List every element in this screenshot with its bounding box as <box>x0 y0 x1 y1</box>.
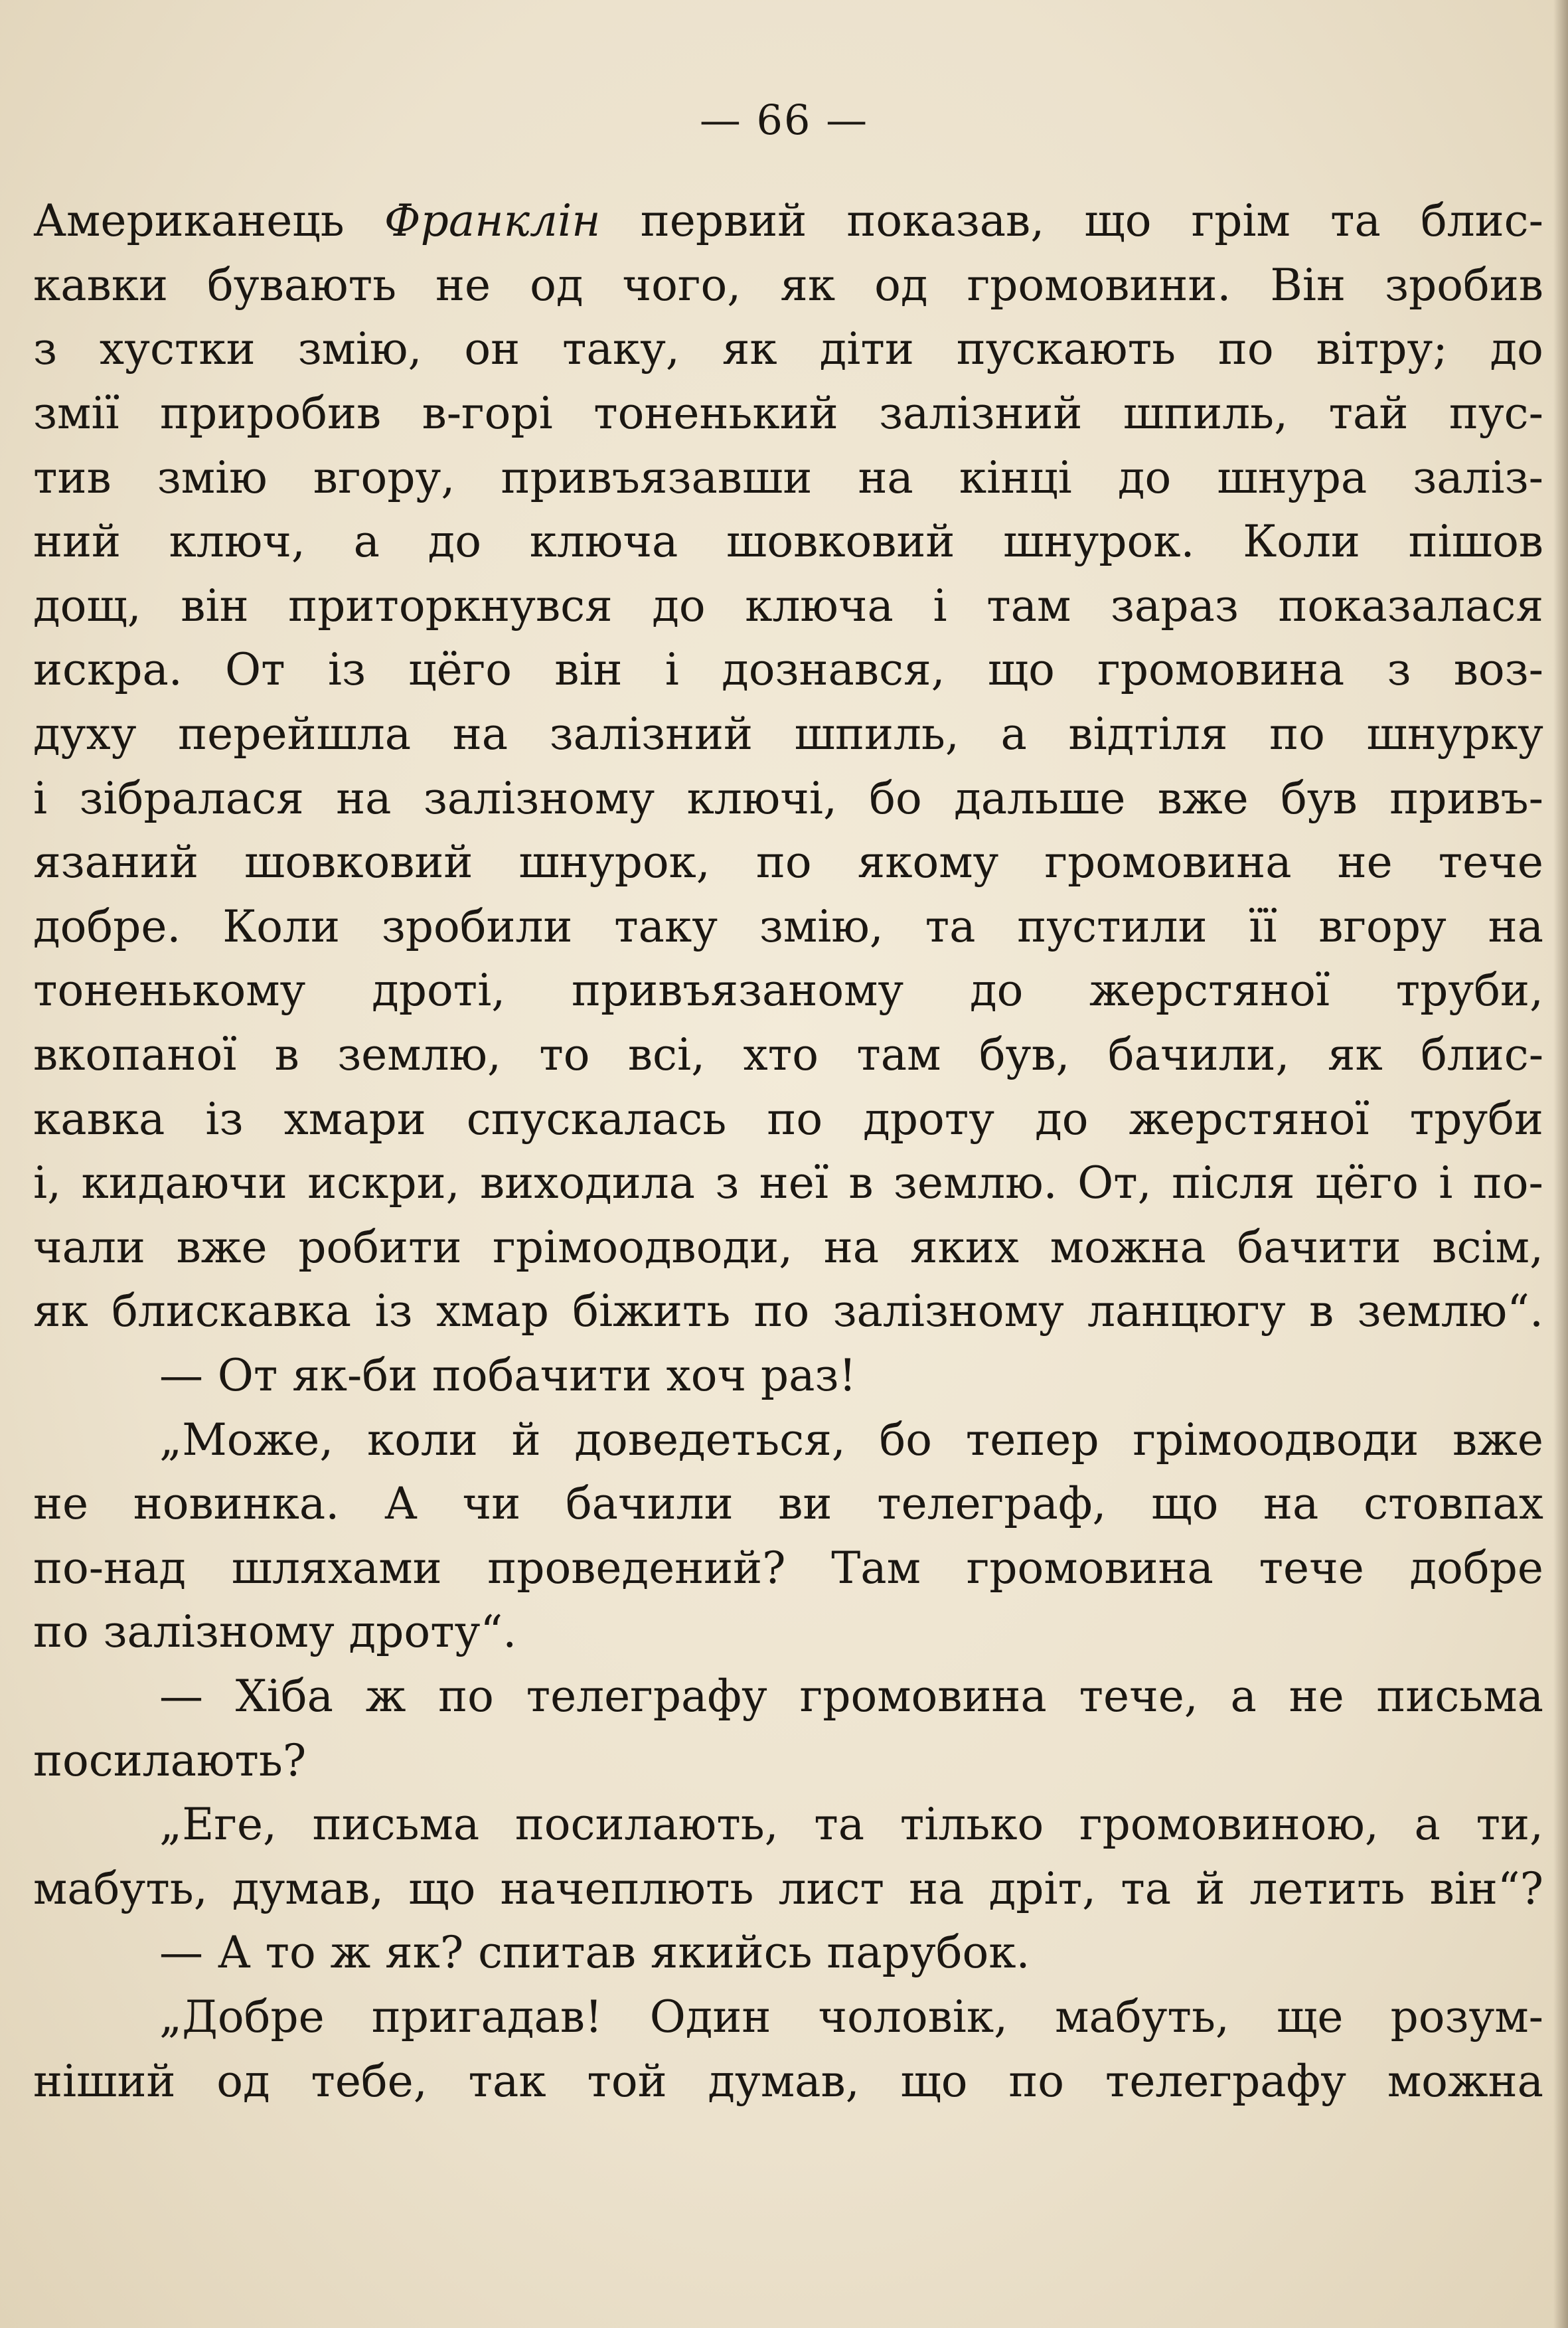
word: А <box>217 1927 251 1979</box>
word: на <box>1263 1478 1319 1530</box>
word: землю“. <box>1357 1286 1543 1337</box>
word: всі, <box>627 1029 706 1081</box>
word: доведеться, <box>574 1414 846 1465</box>
word: привъязавши <box>501 452 813 503</box>
word: таку, <box>562 323 680 375</box>
word: вкопаної <box>33 1029 237 1081</box>
word: чали <box>33 1221 145 1273</box>
word: ланцюгу <box>1087 1286 1286 1337</box>
word: дріт, <box>988 1863 1097 1914</box>
word: на <box>336 772 392 824</box>
word: искри, <box>307 1157 460 1209</box>
word: „Може, <box>159 1414 334 1465</box>
word: од <box>530 259 584 311</box>
word: та <box>1121 1863 1172 1914</box>
word: там <box>986 580 1071 631</box>
word: громовини. <box>967 259 1231 311</box>
word: ключа <box>745 580 894 631</box>
word: тече <box>1438 837 1543 888</box>
word: ніший <box>33 2055 176 2107</box>
word: шовковий <box>726 516 955 568</box>
word: там <box>856 1029 941 1081</box>
word: громовина <box>799 1670 1047 1722</box>
word: шнурок. <box>1003 516 1195 568</box>
word: хмар <box>435 1286 549 1337</box>
word: з <box>715 1157 740 1209</box>
word: землю. <box>893 1157 1058 1209</box>
word: в <box>1309 1286 1334 1337</box>
word: не <box>435 259 491 311</box>
word: як <box>722 323 777 375</box>
word: по <box>1217 323 1274 375</box>
word: громовиною, <box>1079 1799 1379 1851</box>
word: Коли <box>1243 516 1360 568</box>
text-line <box>33 189 1543 254</box>
word: ний <box>33 516 121 568</box>
word: Хіба <box>235 1670 333 1722</box>
text-line <box>33 1536 1543 1600</box>
word: ви <box>778 1478 832 1530</box>
text-line <box>33 895 1543 959</box>
word: по <box>767 1093 823 1145</box>
text-line <box>33 254 1543 318</box>
word: заліз- <box>1413 452 1543 503</box>
word: От <box>217 1349 278 1401</box>
word: стовпах <box>1364 1478 1543 1530</box>
word: що <box>987 644 1055 696</box>
word: й <box>1196 1863 1225 1914</box>
text-line <box>33 1408 1543 1472</box>
word: шпиль, <box>794 708 959 760</box>
word: От, <box>1077 1157 1152 1209</box>
word: та <box>1330 195 1381 247</box>
word: по <box>1008 2055 1065 2107</box>
word: не <box>33 1478 89 1530</box>
word: зробив <box>1385 259 1543 311</box>
word: відтіля <box>1068 708 1228 760</box>
text-line <box>33 317 1543 382</box>
word: спускалась <box>466 1093 727 1145</box>
word: пус- <box>1449 388 1543 440</box>
word: мабуть, <box>1055 1991 1229 2042</box>
word: коли <box>367 1414 478 1465</box>
word: жерстяної <box>1129 1093 1370 1145</box>
word: од <box>874 259 928 311</box>
word: тепер <box>965 1414 1099 1465</box>
text-line <box>33 1472 1543 1537</box>
word: тілько <box>900 1799 1044 1851</box>
word: по <box>755 837 812 888</box>
word: був, <box>979 1029 1070 1081</box>
word: до <box>652 580 706 631</box>
word: на <box>1488 900 1543 952</box>
word: той <box>587 2055 667 2107</box>
word: ключа <box>529 516 678 568</box>
word: кавка <box>33 1093 165 1145</box>
word: шнурку <box>1366 708 1543 760</box>
word: хоч <box>666 1349 747 1401</box>
word: а <box>1000 708 1027 760</box>
word: новинка. <box>133 1478 340 1530</box>
text-line <box>33 2049 1543 2114</box>
text-line <box>33 703 1543 767</box>
word: язаний <box>33 837 198 888</box>
word: парубок. <box>826 1927 1030 1979</box>
word: її <box>1249 900 1277 952</box>
word: як-би <box>292 1349 418 1401</box>
word: із <box>205 1093 244 1145</box>
word: воз- <box>1453 644 1543 696</box>
word: до <box>1490 323 1543 375</box>
word: духу <box>33 708 137 760</box>
word: вже <box>1157 772 1249 824</box>
word: по <box>1269 708 1325 760</box>
word: цёго <box>1315 1157 1419 1209</box>
word: неї <box>759 1157 828 1209</box>
word: — <box>159 1670 203 1722</box>
word: труби <box>1409 1093 1543 1145</box>
word: пішов <box>1408 516 1543 568</box>
page-edge-shadow <box>1553 0 1568 2328</box>
word: чоловік, <box>818 1991 1008 2042</box>
word: по- <box>1472 1157 1543 1209</box>
page-number: — 66 — <box>699 96 869 144</box>
word: з <box>1387 644 1411 696</box>
text-line <box>33 1921 1543 1985</box>
word: шовковий <box>244 837 473 888</box>
text-line <box>33 1087 1543 1151</box>
word: хмари <box>283 1093 426 1145</box>
word: спитав <box>478 1927 637 1979</box>
word: ключ, <box>169 516 305 568</box>
word: перейшла <box>178 708 412 760</box>
word: телеграф, <box>877 1478 1107 1530</box>
word: по <box>33 1606 89 1658</box>
word: можна <box>1387 2055 1543 2107</box>
word: був <box>1281 772 1358 824</box>
word: й <box>511 1414 541 1465</box>
word: первий <box>640 195 807 247</box>
word: вже <box>1452 1414 1543 1465</box>
word: в <box>274 1029 299 1081</box>
word: залізному <box>832 1286 1064 1337</box>
word: добре. <box>33 900 181 952</box>
word: і <box>665 644 679 696</box>
word: показав, <box>846 195 1045 247</box>
word: блискавка <box>112 1286 352 1337</box>
word: кидаючи <box>81 1157 287 1209</box>
word: в <box>848 1157 874 1209</box>
word: „Добре <box>159 1991 325 2042</box>
word: искра. <box>33 644 183 696</box>
word: як <box>33 1286 88 1337</box>
text-line <box>33 638 1543 703</box>
word: дознався, <box>722 644 945 696</box>
text-line <box>33 1600 1543 1665</box>
word: дощ, <box>33 580 141 631</box>
word: тоненькому <box>33 965 306 1017</box>
word: бачити <box>1237 1221 1401 1273</box>
word: блис- <box>1421 195 1543 247</box>
word: От <box>225 644 285 696</box>
word: зробили <box>381 900 573 952</box>
word: та <box>814 1799 865 1851</box>
word: не <box>1337 837 1393 888</box>
text-line <box>33 510 1543 574</box>
word: і <box>33 772 48 824</box>
word: „Еге, <box>159 1799 277 1851</box>
word: на <box>909 1863 965 1914</box>
word: що <box>1151 1478 1219 1530</box>
word: Американець <box>33 195 345 247</box>
word: вгору <box>1318 900 1447 952</box>
word: він <box>554 644 623 696</box>
word: до <box>428 516 482 568</box>
text-line <box>33 1280 1543 1344</box>
word: ж <box>365 1670 406 1722</box>
word: змію, <box>297 323 422 375</box>
word: так <box>468 2055 546 2107</box>
word: шпиль, <box>1123 388 1289 440</box>
word: до <box>969 965 1024 1017</box>
text-line <box>33 1985 1543 2050</box>
word: змію, <box>759 900 884 952</box>
word: бувають <box>207 259 397 311</box>
word: а <box>1414 1799 1441 1851</box>
word: по <box>438 1670 494 1722</box>
word: по-над <box>33 1542 187 1594</box>
word: після <box>1172 1157 1295 1209</box>
word: змії <box>33 388 119 440</box>
word: землю, <box>337 1029 501 1081</box>
word: по <box>753 1286 810 1337</box>
word: зараз <box>1110 580 1239 631</box>
word: діти <box>819 323 914 375</box>
word: начеплють <box>500 1863 754 1914</box>
word: привъ- <box>1389 772 1543 824</box>
word: на <box>452 708 509 760</box>
word: в-горі <box>422 388 553 440</box>
text-line <box>33 1665 1543 1729</box>
word: не <box>1289 1670 1344 1722</box>
word: чи <box>462 1478 521 1530</box>
word: яких <box>909 1221 1019 1273</box>
word: залізному <box>103 1606 335 1658</box>
text-line <box>33 574 1543 639</box>
word: на <box>858 452 913 503</box>
word: приторкнувся <box>288 580 613 631</box>
word: робити <box>298 1221 462 1273</box>
word: телеграфу <box>526 1670 767 1722</box>
word: шнурок, <box>518 837 710 888</box>
word: таку <box>614 900 718 952</box>
word: як <box>1327 1029 1383 1081</box>
word: письма <box>312 1799 480 1851</box>
word: показалася <box>1278 580 1543 631</box>
word: тоненький <box>593 388 838 440</box>
word: дроту“. <box>349 1606 517 1658</box>
word: дроту <box>863 1093 995 1145</box>
word: лист <box>778 1863 884 1914</box>
text-line <box>33 446 1543 510</box>
word: — <box>159 1927 203 1979</box>
text-line <box>33 1857 1543 1921</box>
word: посилають, <box>514 1799 779 1851</box>
word: А <box>384 1478 418 1530</box>
word: тай <box>1328 388 1409 440</box>
word: біжить <box>572 1286 731 1337</box>
word: пригадав! <box>371 1991 603 2042</box>
word: летить <box>1249 1863 1405 1914</box>
word: ти, <box>1476 1799 1543 1851</box>
word: дальше <box>954 772 1126 824</box>
word: як? <box>385 1927 464 1979</box>
word: кавки <box>33 259 168 311</box>
word: та <box>925 900 976 952</box>
word: побачити <box>431 1349 652 1401</box>
word: бачили <box>565 1478 734 1530</box>
word: Один <box>649 1991 771 2042</box>
word: виходила <box>480 1157 696 1209</box>
word: посилають? <box>33 1734 307 1786</box>
word: громовина <box>966 1542 1214 1594</box>
word: до <box>1035 1093 1089 1145</box>
word: пускають <box>956 323 1176 375</box>
word: що <box>1084 195 1152 247</box>
text-line <box>33 766 1543 831</box>
word: Коли <box>222 900 340 952</box>
word: Франклін <box>384 195 601 247</box>
word: ще <box>1276 1991 1344 2042</box>
word: грім <box>1191 195 1291 247</box>
word: то <box>539 1029 590 1081</box>
word: а <box>353 516 380 568</box>
word: і, <box>33 1157 62 1209</box>
word: приробив <box>160 388 382 440</box>
word: із <box>327 644 366 696</box>
word: грімоодводи, <box>493 1221 793 1273</box>
word: можна <box>1050 1221 1206 1273</box>
text-line <box>33 1728 1543 1793</box>
word: зібралася <box>79 772 304 824</box>
word: од <box>216 2055 270 2107</box>
word: пустили <box>1017 900 1208 952</box>
word: тебе, <box>311 2055 428 2107</box>
word: вже <box>176 1221 268 1273</box>
text-line <box>33 1344 1543 1408</box>
word: тив <box>33 452 112 503</box>
word: блис- <box>1421 1029 1543 1081</box>
word: Там <box>831 1542 921 1594</box>
word: він“? <box>1429 1863 1543 1914</box>
word: привъязаному <box>571 965 904 1017</box>
word: бо <box>869 772 922 824</box>
word: раз! <box>760 1349 857 1401</box>
word: труби, <box>1395 965 1543 1017</box>
word: залізному <box>423 772 655 824</box>
word: тече, <box>1079 1670 1198 1722</box>
word: письма <box>1376 1670 1543 1722</box>
word: кінці <box>959 452 1072 503</box>
word: думав, <box>232 1863 384 1914</box>
word: Він <box>1270 259 1346 311</box>
word: залізний <box>549 708 753 760</box>
word: хто <box>743 1029 819 1081</box>
word: бо <box>879 1414 932 1465</box>
text-line <box>33 382 1543 446</box>
word: ключі, <box>686 772 837 824</box>
word: хустки <box>99 323 256 375</box>
body-text <box>33 189 1543 2114</box>
word: з <box>33 323 57 375</box>
word: телеграфу <box>1105 2055 1347 2107</box>
text-line <box>33 959 1543 1023</box>
word: мабуть, <box>33 1863 208 1914</box>
word: що <box>900 2055 968 2107</box>
text-line <box>33 1216 1543 1280</box>
word: громовина <box>1097 644 1345 696</box>
word: вгору, <box>313 452 455 503</box>
word: на <box>823 1221 880 1273</box>
word: і <box>1439 1157 1453 1209</box>
word: шляхами <box>231 1542 442 1594</box>
word: громовина <box>1044 837 1292 888</box>
word: всім, <box>1432 1221 1543 1273</box>
word: а <box>1230 1670 1257 1722</box>
word: цёго <box>408 644 512 696</box>
word: вітру; <box>1316 323 1448 375</box>
word: із <box>374 1286 413 1337</box>
word: як <box>780 259 836 311</box>
word: грімоодводи <box>1133 1414 1419 1465</box>
word: проведений? <box>487 1542 786 1594</box>
word: змію <box>157 452 268 503</box>
word: він <box>181 580 249 631</box>
word: бачили, <box>1107 1029 1290 1081</box>
text-line <box>33 1023 1543 1088</box>
word: ж <box>330 1927 371 1979</box>
text-line <box>33 1793 1543 1857</box>
word: чого, <box>622 259 742 311</box>
word: думав, <box>708 2055 860 2107</box>
word: залізний <box>879 388 1083 440</box>
word: якому <box>857 837 999 888</box>
word: он <box>464 323 520 375</box>
word: шнура <box>1217 452 1368 503</box>
text-line <box>33 831 1543 895</box>
word: то <box>265 1927 316 1979</box>
word: жерстяної <box>1089 965 1330 1017</box>
word: розум- <box>1390 1991 1543 2042</box>
word: — <box>159 1349 203 1401</box>
word: і <box>933 580 947 631</box>
text-line <box>33 1151 1543 1216</box>
word: тече <box>1259 1542 1364 1594</box>
word: дроті, <box>372 965 506 1017</box>
word: якийсь <box>650 1927 813 1979</box>
word: до <box>1117 452 1172 503</box>
word: добре <box>1409 1542 1543 1594</box>
word: що <box>408 1863 476 1914</box>
